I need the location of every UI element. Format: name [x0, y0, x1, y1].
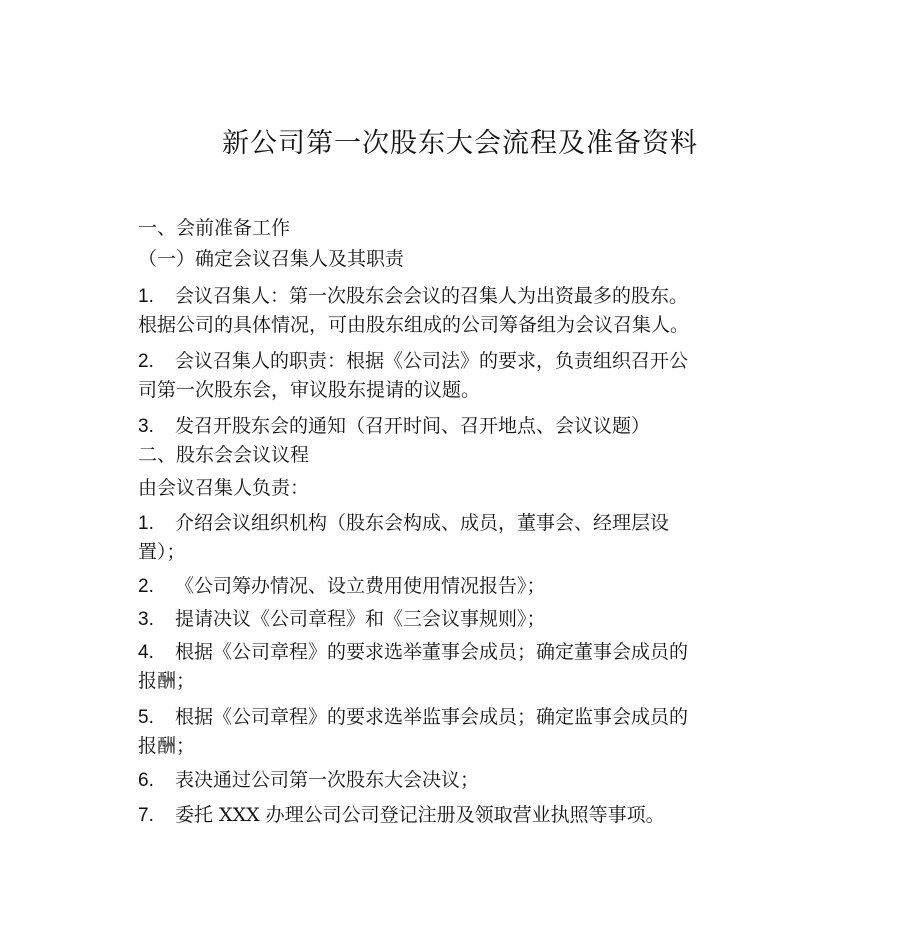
item-text: 介绍会议组织机构（股东会构成、成员，董事会、经理层设置）；: [138, 512, 670, 563]
section2-item-4: [138, 638, 698, 695]
item-text: 根据《公司章程》的要求选举监事会成员；确定监事会成员的报酬；: [138, 706, 689, 757]
item-number: 5.: [138, 707, 154, 728]
item-text: 表决通过公司第一次股东大会决议；: [175, 769, 480, 791]
item-number: 4.: [138, 642, 154, 663]
document-title: 新公司第一次股东大会流程及准备资料: [222, 128, 698, 159]
section2-intro: 由会议召集人负责：: [138, 477, 310, 499]
item-number: 1.: [138, 513, 154, 534]
item-number: 1.: [138, 286, 154, 307]
section2-item-3: [138, 605, 698, 634]
section2-heading: 二、股东会会议议程: [138, 444, 310, 466]
item-number: 2.: [138, 351, 154, 372]
section2-item-6: [138, 766, 698, 795]
item-text: 《公司筹办情况、设立费用使用情况报告》；: [175, 575, 546, 597]
section2-item-7: [138, 801, 698, 830]
section2-item-2: [138, 572, 698, 601]
section1-subheading: （一）确定会议召集人及其职责: [138, 248, 405, 270]
item-text: 提请决议《公司章程》和《三会议事规则》；: [175, 608, 546, 630]
item-text: 委托 XXX 办理公司公司登记注册及领取营业执照等事项。: [175, 804, 665, 826]
item-text: 会议召集人：第一次股东会会议的召集人为出资最多的股东。根据公司的具体情况，可由股东组成的公司筹备组为会议召集人。: [138, 285, 690, 336]
section2-item-5: [138, 703, 698, 760]
section1-item-1: [138, 282, 698, 339]
section1-item-2: [138, 347, 698, 404]
item-text: 根据《公司章程》的要求选举董事会成员；确定董事会成员的报酬；: [138, 641, 689, 692]
document-body: [138, 214, 698, 830]
item-number: 2.: [138, 576, 154, 597]
item-number: 7.: [138, 805, 154, 826]
section1-heading: 一、会前准备工作: [138, 217, 291, 239]
section1-item-3: [138, 412, 708, 441]
item-text: 发召开股东会的通知（召开时间、召开地点、会议议题）: [175, 415, 651, 437]
item-number: 6.: [138, 770, 154, 791]
item-number: 3.: [138, 416, 154, 437]
section2-item-1: [138, 509, 698, 566]
item-number: 3.: [138, 609, 154, 630]
item-text: 会议召集人的职责：根据《公司法》的要求，负责组织召开公司第一次股东会，审议股东提请的议题。: [138, 350, 689, 401]
